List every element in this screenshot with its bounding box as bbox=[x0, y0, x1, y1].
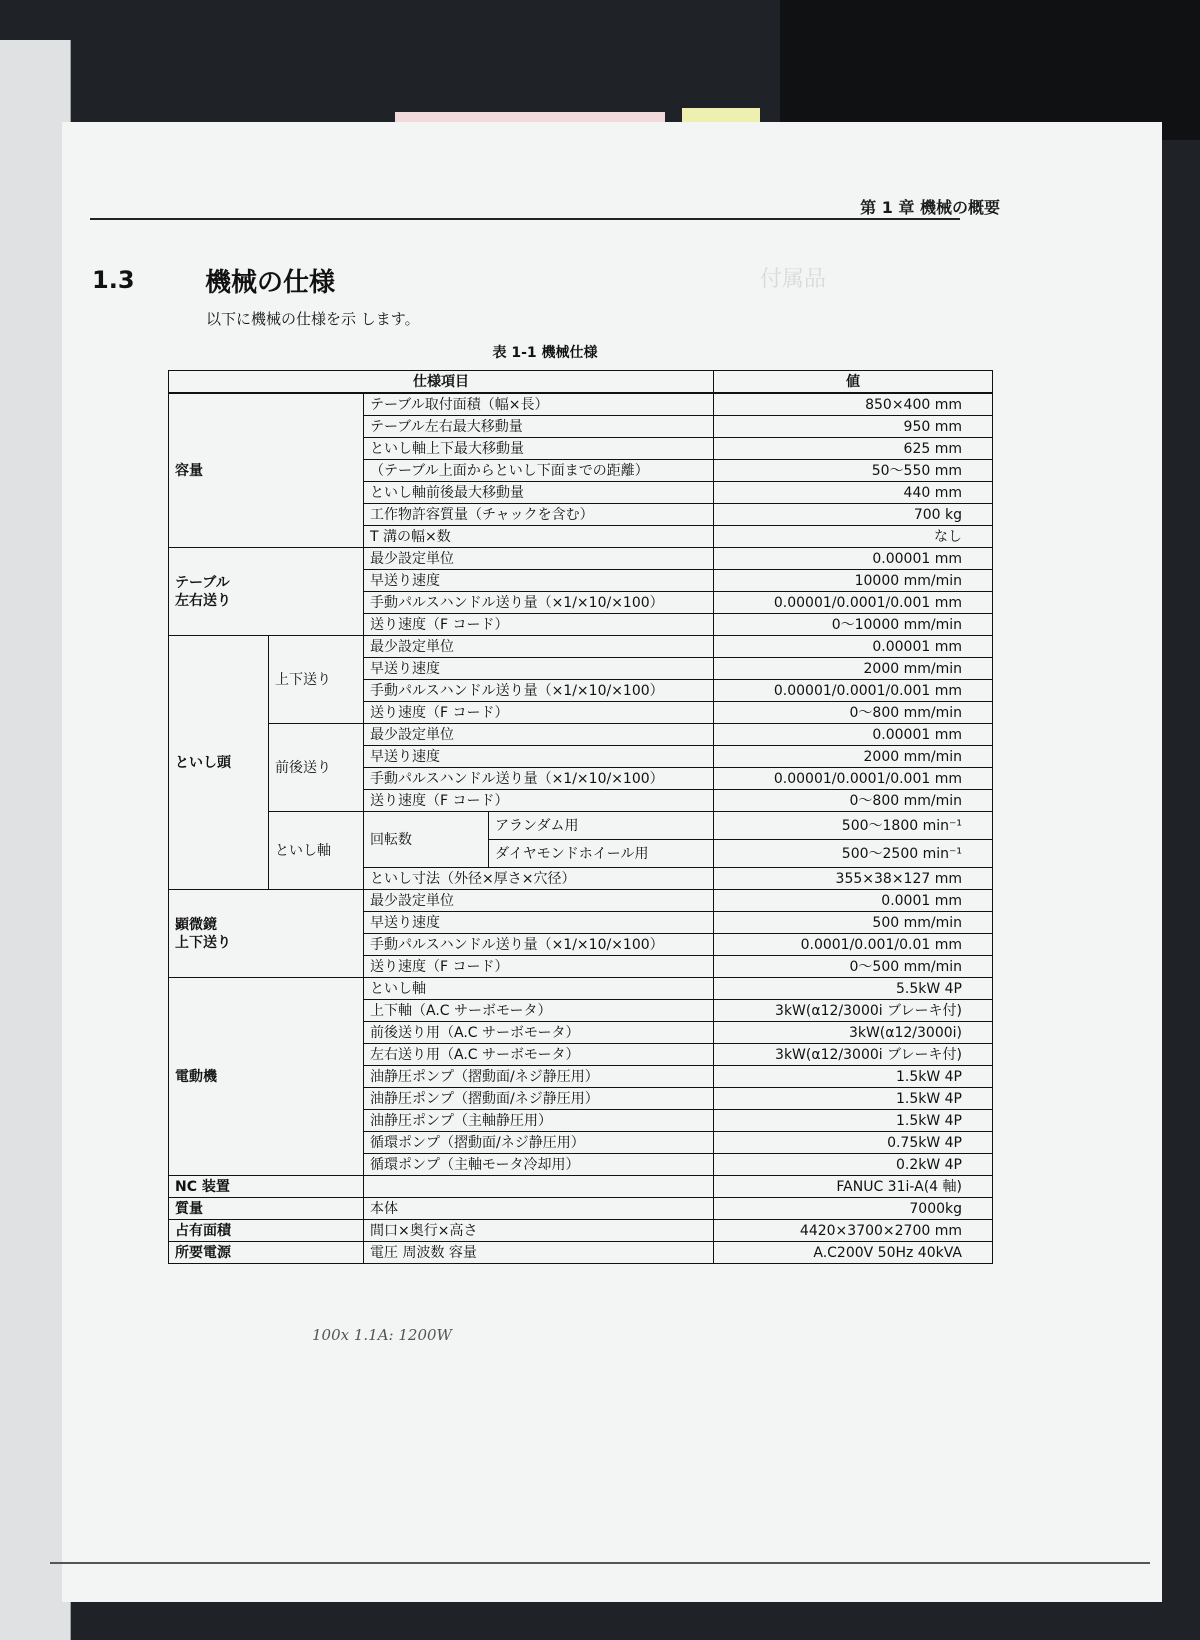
spec-value: FANUC 31i-A(4 軸) bbox=[714, 1176, 993, 1198]
spec-item: 早送り速度 bbox=[364, 658, 714, 680]
spec-item: といし軸上下最大移動量 bbox=[364, 438, 714, 460]
spec-item: 早送り速度 bbox=[364, 746, 714, 768]
spec-item: 上下軸（A.C サーボモータ） bbox=[364, 1000, 714, 1022]
spec-item: といし軸前後最大移動量 bbox=[364, 482, 714, 504]
spec-value: 0～800 mm/min bbox=[714, 702, 993, 724]
chapter-header: 第 1 章 機械の概要 bbox=[860, 198, 1000, 217]
spec-item: 最少設定単位 bbox=[364, 890, 714, 912]
spec-item bbox=[364, 1176, 714, 1198]
spec-value: 0.75kW 4P bbox=[714, 1132, 993, 1154]
category-motor: 電動機 bbox=[169, 978, 364, 1176]
spec-item: といし軸 bbox=[364, 978, 714, 1000]
spec-value: 0.0001/0.001/0.01 mm bbox=[714, 934, 993, 956]
spec-value: 440 mm bbox=[714, 482, 993, 504]
spec-item: 油静圧ポンプ（主軸静圧用） bbox=[364, 1110, 714, 1132]
spec-value: 500 mm/min bbox=[714, 912, 993, 934]
spec-item: 電圧 周波数 容量 bbox=[364, 1242, 714, 1264]
spec-value: A.C200V 50Hz 40kVA bbox=[714, 1242, 993, 1264]
category-capacity: 容量 bbox=[169, 393, 364, 548]
table-row bbox=[169, 978, 993, 1000]
spec-item: 本体 bbox=[364, 1198, 714, 1220]
spec-item: 手動パルスハンドル送り量（×1/×10/×100） bbox=[364, 680, 714, 702]
spec-value: 1.5kW 4P bbox=[714, 1066, 993, 1088]
category-mass: 質量 bbox=[169, 1198, 364, 1220]
spec-value: 0.00001/0.0001/0.001 mm bbox=[714, 592, 993, 614]
spec-value: 0～10000 mm/min bbox=[714, 614, 993, 636]
table-row bbox=[169, 548, 993, 570]
table-row bbox=[169, 812, 993, 840]
spec-value: 5.5kW 4P bbox=[714, 978, 993, 1000]
spec-item: T 溝の幅×数 bbox=[364, 526, 714, 548]
spec-item: 早送り速度 bbox=[364, 912, 714, 934]
spec-value: 0.2kW 4P bbox=[714, 1154, 993, 1176]
subcategory-wheel-spindle: といし軸 bbox=[269, 812, 364, 890]
spec-item: 油静圧ポンプ（摺動面/ネジ静圧用） bbox=[364, 1088, 714, 1110]
spec-value: 0.0001 mm bbox=[714, 890, 993, 912]
spec-value: 0.00001 mm bbox=[714, 724, 993, 746]
spec-value: 625 mm bbox=[714, 438, 993, 460]
category-microscope: 顕微鏡 上下送り bbox=[169, 890, 364, 978]
spec-item: 送り速度（F コード） bbox=[364, 956, 714, 978]
footer-rule bbox=[50, 1562, 1150, 1564]
table-row bbox=[169, 393, 993, 416]
table-row bbox=[169, 1176, 993, 1198]
spec-value: 500～2500 min⁻¹ bbox=[714, 840, 993, 868]
spec-value: 50～550 mm bbox=[714, 460, 993, 482]
spec-item: アランダム用 bbox=[489, 812, 714, 840]
spec-value: 2000 mm/min bbox=[714, 658, 993, 680]
spec-item: 循環ポンプ（摺動面/ネジ静圧用） bbox=[364, 1132, 714, 1154]
spec-value: 0～500 mm/min bbox=[714, 956, 993, 978]
spec-value: なし bbox=[714, 526, 993, 548]
spec-value: 0.00001/0.0001/0.001 mm bbox=[714, 768, 993, 790]
spec-item: 左右送り用（A.C サーボモータ） bbox=[364, 1044, 714, 1066]
spec-item: 前後送り用（A.C サーボモータ） bbox=[364, 1022, 714, 1044]
desk-background bbox=[780, 0, 1200, 140]
spec-value: 500～1800 min⁻¹ bbox=[714, 812, 993, 840]
spec-item: 最少設定単位 bbox=[364, 724, 714, 746]
category-wheel-head: といし頭 bbox=[169, 636, 269, 890]
spec-value: 950 mm bbox=[714, 416, 993, 438]
spec-value: 700 kg bbox=[714, 504, 993, 526]
section-number: 1.3 bbox=[92, 266, 135, 294]
spec-value: 3kW(α12/3000i ブレーキ付) bbox=[714, 1000, 993, 1022]
header-value: 値 bbox=[714, 371, 993, 394]
category-power: 所要電源 bbox=[169, 1242, 364, 1264]
table-row bbox=[169, 636, 993, 658]
spec-item: 手動パルスハンドル送り量（×1/×10/×100） bbox=[364, 592, 714, 614]
table-row bbox=[169, 1220, 993, 1242]
header-rule bbox=[90, 218, 960, 220]
spec-value: 1.5kW 4P bbox=[714, 1110, 993, 1132]
spec-item: 最少設定単位 bbox=[364, 636, 714, 658]
table-header-row bbox=[169, 371, 993, 394]
table-row bbox=[169, 890, 993, 912]
spec-value: 4420×3700×2700 mm bbox=[714, 1220, 993, 1242]
subcategory-vertical-feed: 上下送り bbox=[269, 636, 364, 724]
spec-item: 最少設定単位 bbox=[364, 548, 714, 570]
spec-value: 2000 mm/min bbox=[714, 746, 993, 768]
table-row bbox=[169, 1242, 993, 1264]
subcategory-front-back-feed: 前後送り bbox=[269, 724, 364, 812]
spec-value: 7000kg bbox=[714, 1198, 993, 1220]
handwritten-note: 100x 1.1A: 1200W bbox=[312, 1326, 452, 1344]
spec-table bbox=[168, 370, 993, 1264]
table-caption: 表 1-1 機械仕様 bbox=[492, 345, 598, 361]
spec-value: 3kW(α12/3000i ブレーキ付) bbox=[714, 1044, 993, 1066]
spec-item: ダイヤモンドホイール用 bbox=[489, 840, 714, 868]
spec-item: テーブル取付面積（幅×長） bbox=[364, 393, 714, 416]
spec-item: 油静圧ポンプ（摺動面/ネジ静圧用） bbox=[364, 1066, 714, 1088]
header-item: 仕様項目 bbox=[169, 371, 714, 394]
spec-item: 手動パルスハンドル送り量（×1/×10/×100） bbox=[364, 934, 714, 956]
spec-value: 355×38×127 mm bbox=[714, 868, 993, 890]
spec-item: 循環ポンプ（主軸モータ冷却用） bbox=[364, 1154, 714, 1176]
adjacent-page bbox=[0, 40, 71, 1640]
spec-item: といし寸法（外径×厚さ×穴径） bbox=[364, 868, 714, 890]
section-title: 機械の仕様 bbox=[205, 268, 336, 298]
spec-item: 工作物許容質量（チャックを含む） bbox=[364, 504, 714, 526]
spec-value: 0.00001 mm bbox=[714, 636, 993, 658]
spec-item: 早送り速度 bbox=[364, 570, 714, 592]
spec-value: 0.00001/0.0001/0.001 mm bbox=[714, 680, 993, 702]
spec-item: テーブル左右最大移動量 bbox=[364, 416, 714, 438]
spec-value: 0～800 mm/min bbox=[714, 790, 993, 812]
spec-item: 送り速度（F コード） bbox=[364, 614, 714, 636]
spec-item: 送り速度（F コード） bbox=[364, 702, 714, 724]
bleed-through-text: 付属品 bbox=[760, 267, 827, 292]
spec-value: 0.00001 mm bbox=[714, 548, 993, 570]
spec-item: 手動パルスハンドル送り量（×1/×10/×100） bbox=[364, 768, 714, 790]
spec-value: 10000 mm/min bbox=[714, 570, 993, 592]
table-row bbox=[169, 1198, 993, 1220]
category-nc: NC 装置 bbox=[169, 1176, 364, 1198]
spec-item: 間口×奥行×高さ bbox=[364, 1220, 714, 1242]
spec-item: 送り速度（F コード） bbox=[364, 790, 714, 812]
table-row bbox=[169, 724, 993, 746]
spec-value: 3kW(α12/3000i) bbox=[714, 1022, 993, 1044]
section-intro: 以下に機械の仕様を示 します。 bbox=[206, 310, 420, 328]
rotation-label: 回転数 bbox=[364, 812, 489, 868]
category-footprint: 占有面積 bbox=[169, 1220, 364, 1242]
spec-value: 850×400 mm bbox=[714, 393, 993, 416]
spec-item: （テーブル上面からといし下面までの距離） bbox=[364, 460, 714, 482]
spec-value: 1.5kW 4P bbox=[714, 1088, 993, 1110]
category-table-feed: テーブル 左右送り bbox=[169, 548, 364, 636]
